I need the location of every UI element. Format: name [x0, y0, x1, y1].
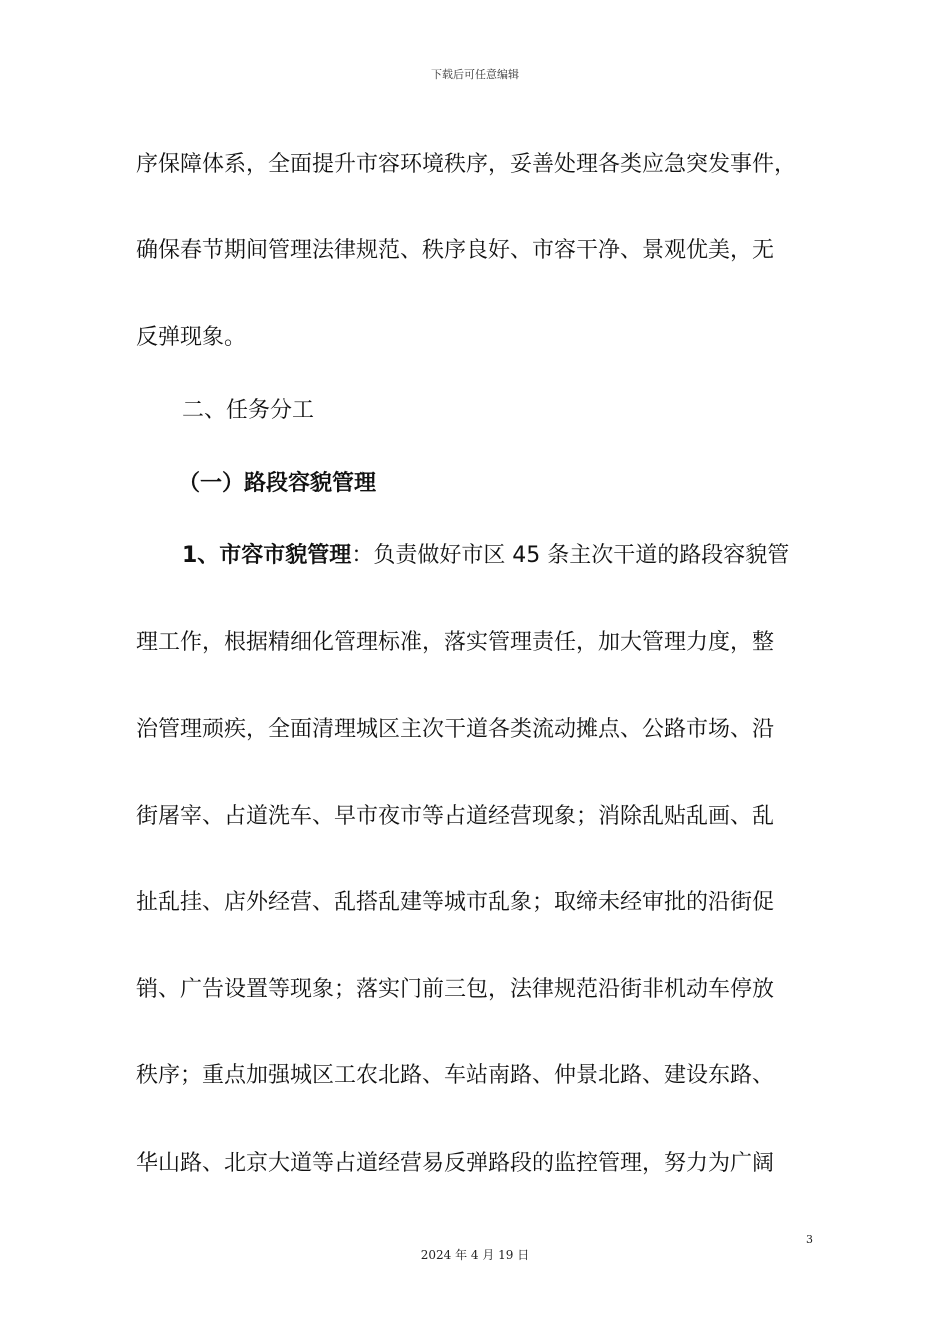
header-note: 下载后可任意编辑 [431, 68, 519, 81]
body-text-line: 秩序；重点加强城区工农北路、车站南路、仲景北路、建设东路、 [136, 1063, 775, 1088]
body-text-line: 反弹现象。 [136, 325, 247, 350]
paragraph-lead-line [182, 541, 789, 571]
page-number: 3 [806, 1233, 813, 1246]
body-text-line: 街屠宰、占道洗车、早市夜市等占道经营现象；消除乱贴乱画、乱 [136, 804, 775, 829]
body-text-line: 确保春节期间管理法律规范、秩序良好、市容干净、景观优美，无 [136, 238, 775, 263]
body-text-line: 理工作，根据精细化管理标准，落实管理责任，加大管理力度，整 [136, 630, 775, 655]
item-title: 1、市容市貌管理 [182, 543, 352, 568]
item-text: ：负责做好市区 45 条主次干道的路段容貌管 [351, 543, 790, 568]
body-text-line: 序保障体系，全面提升市容环境秩序，妥善处理各类应急突发事件， [136, 152, 797, 177]
body-text-line: 扯乱挂、店外经营、乱搭乱建等城市乱象；取缔未经审批的沿街促 [136, 890, 775, 915]
footer-date: 2024 年 4 月 19 日 [420, 1248, 530, 1262]
body-text-line: 销、广告设置等现象；落实门前三包，法律规范沿街非机动车停放 [136, 977, 775, 1002]
body-text-line: 华山路、北京大道等占道经营易反弹路段的监控管理，努力为广阔 [136, 1151, 775, 1176]
section-heading: 二、任务分工 [182, 398, 315, 423]
subsection-heading: （一）路段容貌管理 [178, 471, 377, 496]
body-text-line: 治管理顽疾，全面清理城区主次干道各类流动摊点、公路市场、沿 [136, 717, 775, 742]
